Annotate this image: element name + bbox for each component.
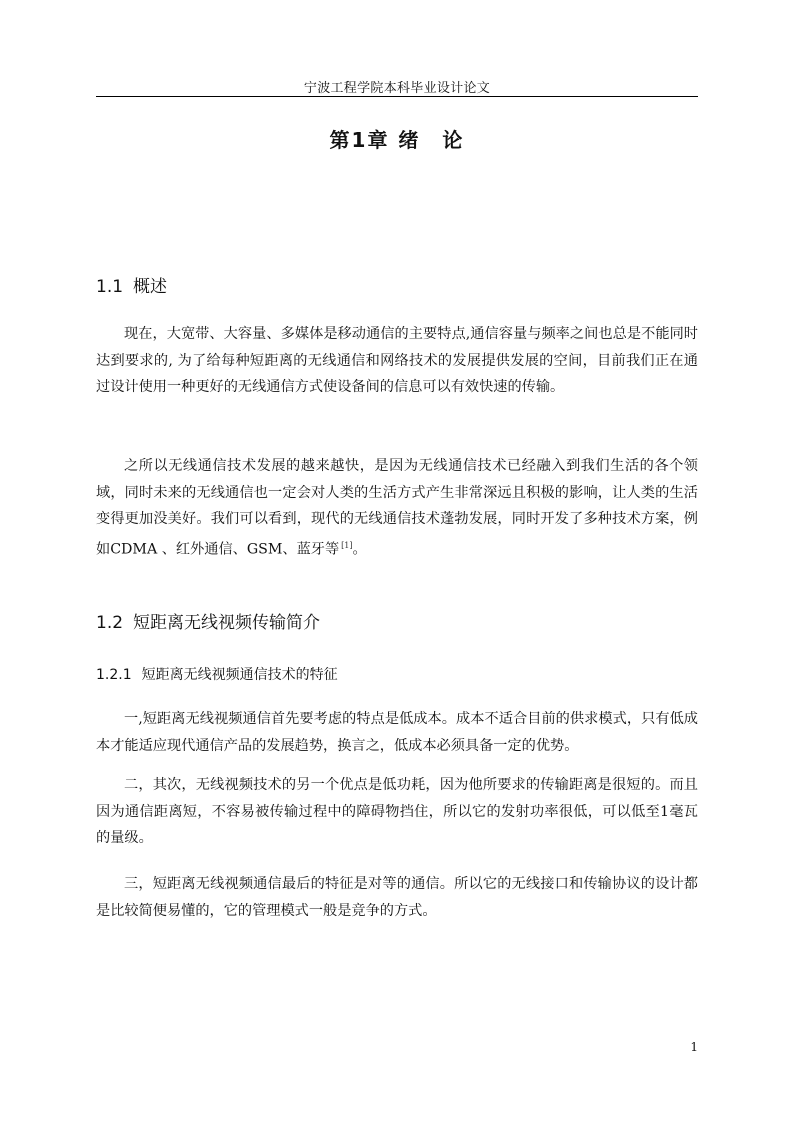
paragraph-feature-2: 二，其次，无线视频技术的另一个优点是低功耗，因为他所要求的传输距离是很短的。而且因为通信距离短，不容易被传输过程中的障碍物挡住，所以它的发射功率很低，可以低至1毫瓦的量级。 [96,777,698,846]
paragraph-overview-1: 现在，大宽带、大容量、多媒体是移动通信的主要特点,通信容量与频率之间也总是不能同时达到要求的, 为了给每种短距离的无线通信和网络技术的发展提供发展的空间，目前我们正在通过设计使用一种更好的无线通信方式使设备间的信息可以有效快速的传输。 [96,326,698,395]
chapter-title: 第1章 绪 论 [329,128,465,152]
section-title: 概述 [133,277,168,297]
subsection-heading-1-2-1 [96,664,338,684]
paragraph-feature-1: 一,短距离无线视频通信首先要考虑的特点是低成本。成本不适合目前的供求模式，只有低成本才能适应现代通信产品的发展趋势，换言之，低成本必须具备一定的优势。 [96,711,698,754]
section-number: 1.2 [96,613,124,633]
subsection-number: 1.2.1 [96,667,132,683]
paragraph-feature-3: 三，短距离无线视频通信最后的特征是对等的通信。所以它的无线接口和传输协议的设计都是比较简便易懂的，它的管理模式一般是竞争的方式。 [96,876,698,919]
paragraph-text: 之所以无线通信技术发展的越来越快，是因为无线通信技术已经融入到我们生活的各个领域，同时未来的无线通信也一定会对人类的生活方式产生非常深远且积极的影响，让人类的生活变得更加没美好。我们可以看到，现代的无线通信技术蓬勃发展，同时开发了多种技术方案，例如CDMA 、红外通信、GSM、蓝牙等 [96,458,698,558]
citation-ref[interactable]: [1] [341,540,353,550]
running-header: 宁波工程学院本科毕业设计论文 [303,81,491,96]
subsection-title: 短距离无线视频通信技术的特征 [141,667,338,683]
page-number: 1 [690,1040,698,1054]
section-number: 1.1 [96,277,124,297]
section-heading-1-1 [96,272,167,297]
header-rule [96,96,698,97]
paragraph-tail: 。 [352,541,367,558]
section-title: 短距离无线视频传输简介 [133,613,321,633]
section-heading-1-2 [96,608,320,633]
paragraph-overview-2 [96,453,698,563]
